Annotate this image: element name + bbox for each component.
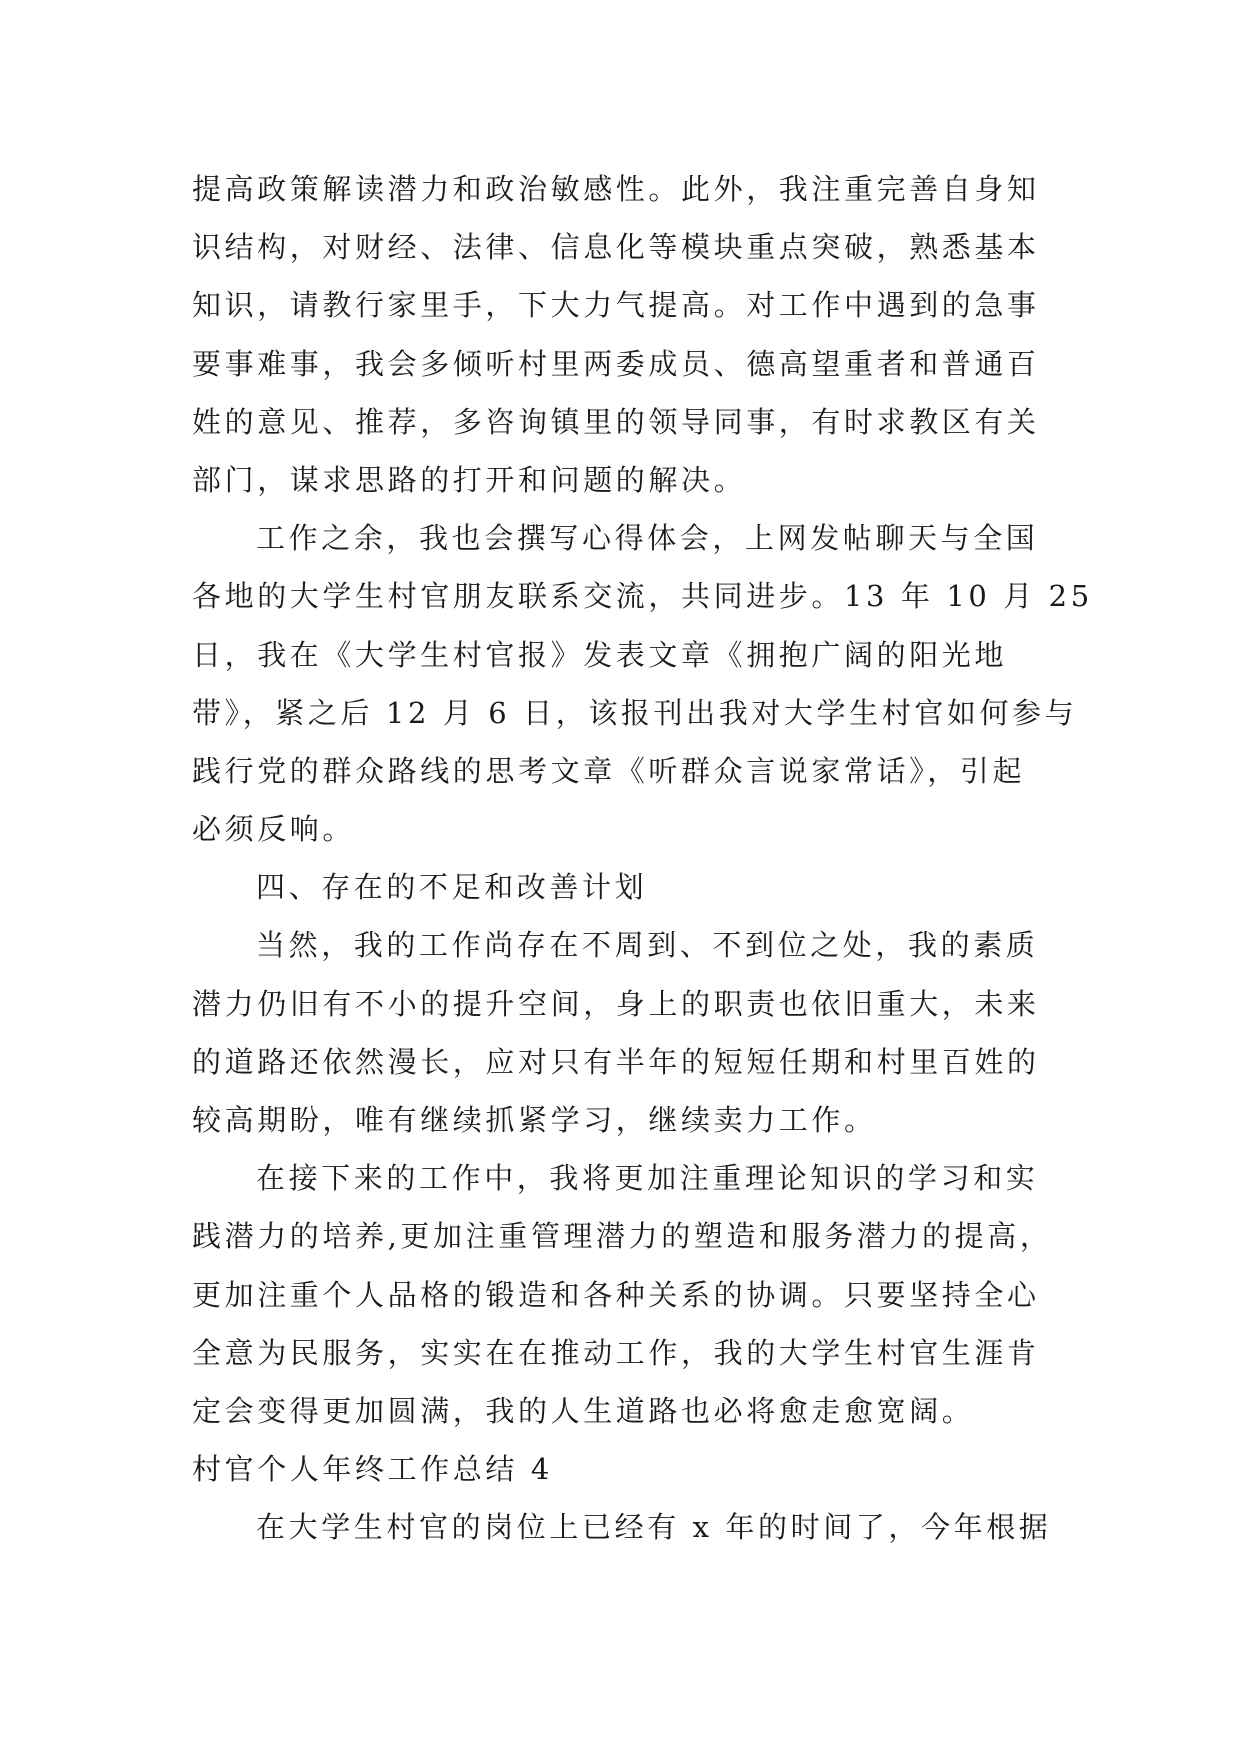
text-line: 要事难事，我会多倾听村里两委成员、德高望重者和普通百 xyxy=(192,346,1040,381)
text-line: 知识，请教行家里手，下大力气提高。对工作中遇到的急事 xyxy=(192,288,1040,323)
paragraph-first-line: 工作之余，我也会撰写心得体会，上网发帖聊天与全国 xyxy=(256,521,1039,556)
text-line: 更加注重个人品格的锻造和各种关系的协调。只要坚持全心 xyxy=(192,1277,1040,1312)
paragraph-first-line: 当然，我的工作尚存在不周到、不到位之处，我的素质 xyxy=(256,928,1039,963)
text-line: 各地的大学生村官朋友联系交流，共同进步。13 年 10 月 25 xyxy=(192,579,1093,614)
text-line: 全意为民服务，实实在在推动工作，我的大学生村官生涯肯 xyxy=(192,1335,1040,1370)
document-page xyxy=(192,160,1093,1557)
text-line: 的道路还依然漫长，应对只有半年的短短任期和村里百姓的 xyxy=(192,1044,1040,1079)
paragraph-first-line: 在接下来的工作中，我将更加注重理论知识的学习和实 xyxy=(256,1161,1039,1196)
text-line: 必须反响。 xyxy=(192,812,356,847)
paragraph-first-line: 在大学生村官的岗位上已经有 x 年的时间了，今年根据 xyxy=(256,1510,1052,1545)
text-line: 提高政策解读潜力和政治敏感性。此外，我注重完善自身知 xyxy=(192,172,1040,206)
text-line: 践潜力的培养,更加注重管理潜力的塑造和服务潜力的提高， xyxy=(192,1219,1053,1254)
text-line: 践行党的群众路线的思考文章《听群众言说家常话》，引起 xyxy=(192,753,1026,788)
text-line: 定会变得更加圆满，我的人生道路也必将愈走愈宽阔。 xyxy=(192,1393,975,1428)
text-line: 部门，谋求思路的打开和问题的解决。 xyxy=(192,462,747,497)
section-heading: 四、存在的不足和改善计划 xyxy=(256,870,648,905)
text-line: 较高期盼，唯有继续抓紧学习，继续卖力工作。 xyxy=(192,1103,877,1137)
article-title: 村官个人年终工作总结 4 xyxy=(192,1452,553,1487)
text-line: 日，我在《大学生村官报》发表文章《拥抱广阔的阳光地 xyxy=(192,637,1008,672)
text-line: 识结构，对财经、法律、信息化等模块重点突破，熟悉基本 xyxy=(192,230,1040,265)
text-line: 潜力仍旧有不小的提升空间，身上的职责也依旧重大，未来 xyxy=(192,986,1040,1021)
text-line: 带》，紧之后 12 月 6 日，该报刊出我对大学生村官如何参与 xyxy=(192,695,1078,730)
text-line: 姓的意见、推荐，多咨询镇里的领导同事，有时求教区有关 xyxy=(192,404,1040,439)
